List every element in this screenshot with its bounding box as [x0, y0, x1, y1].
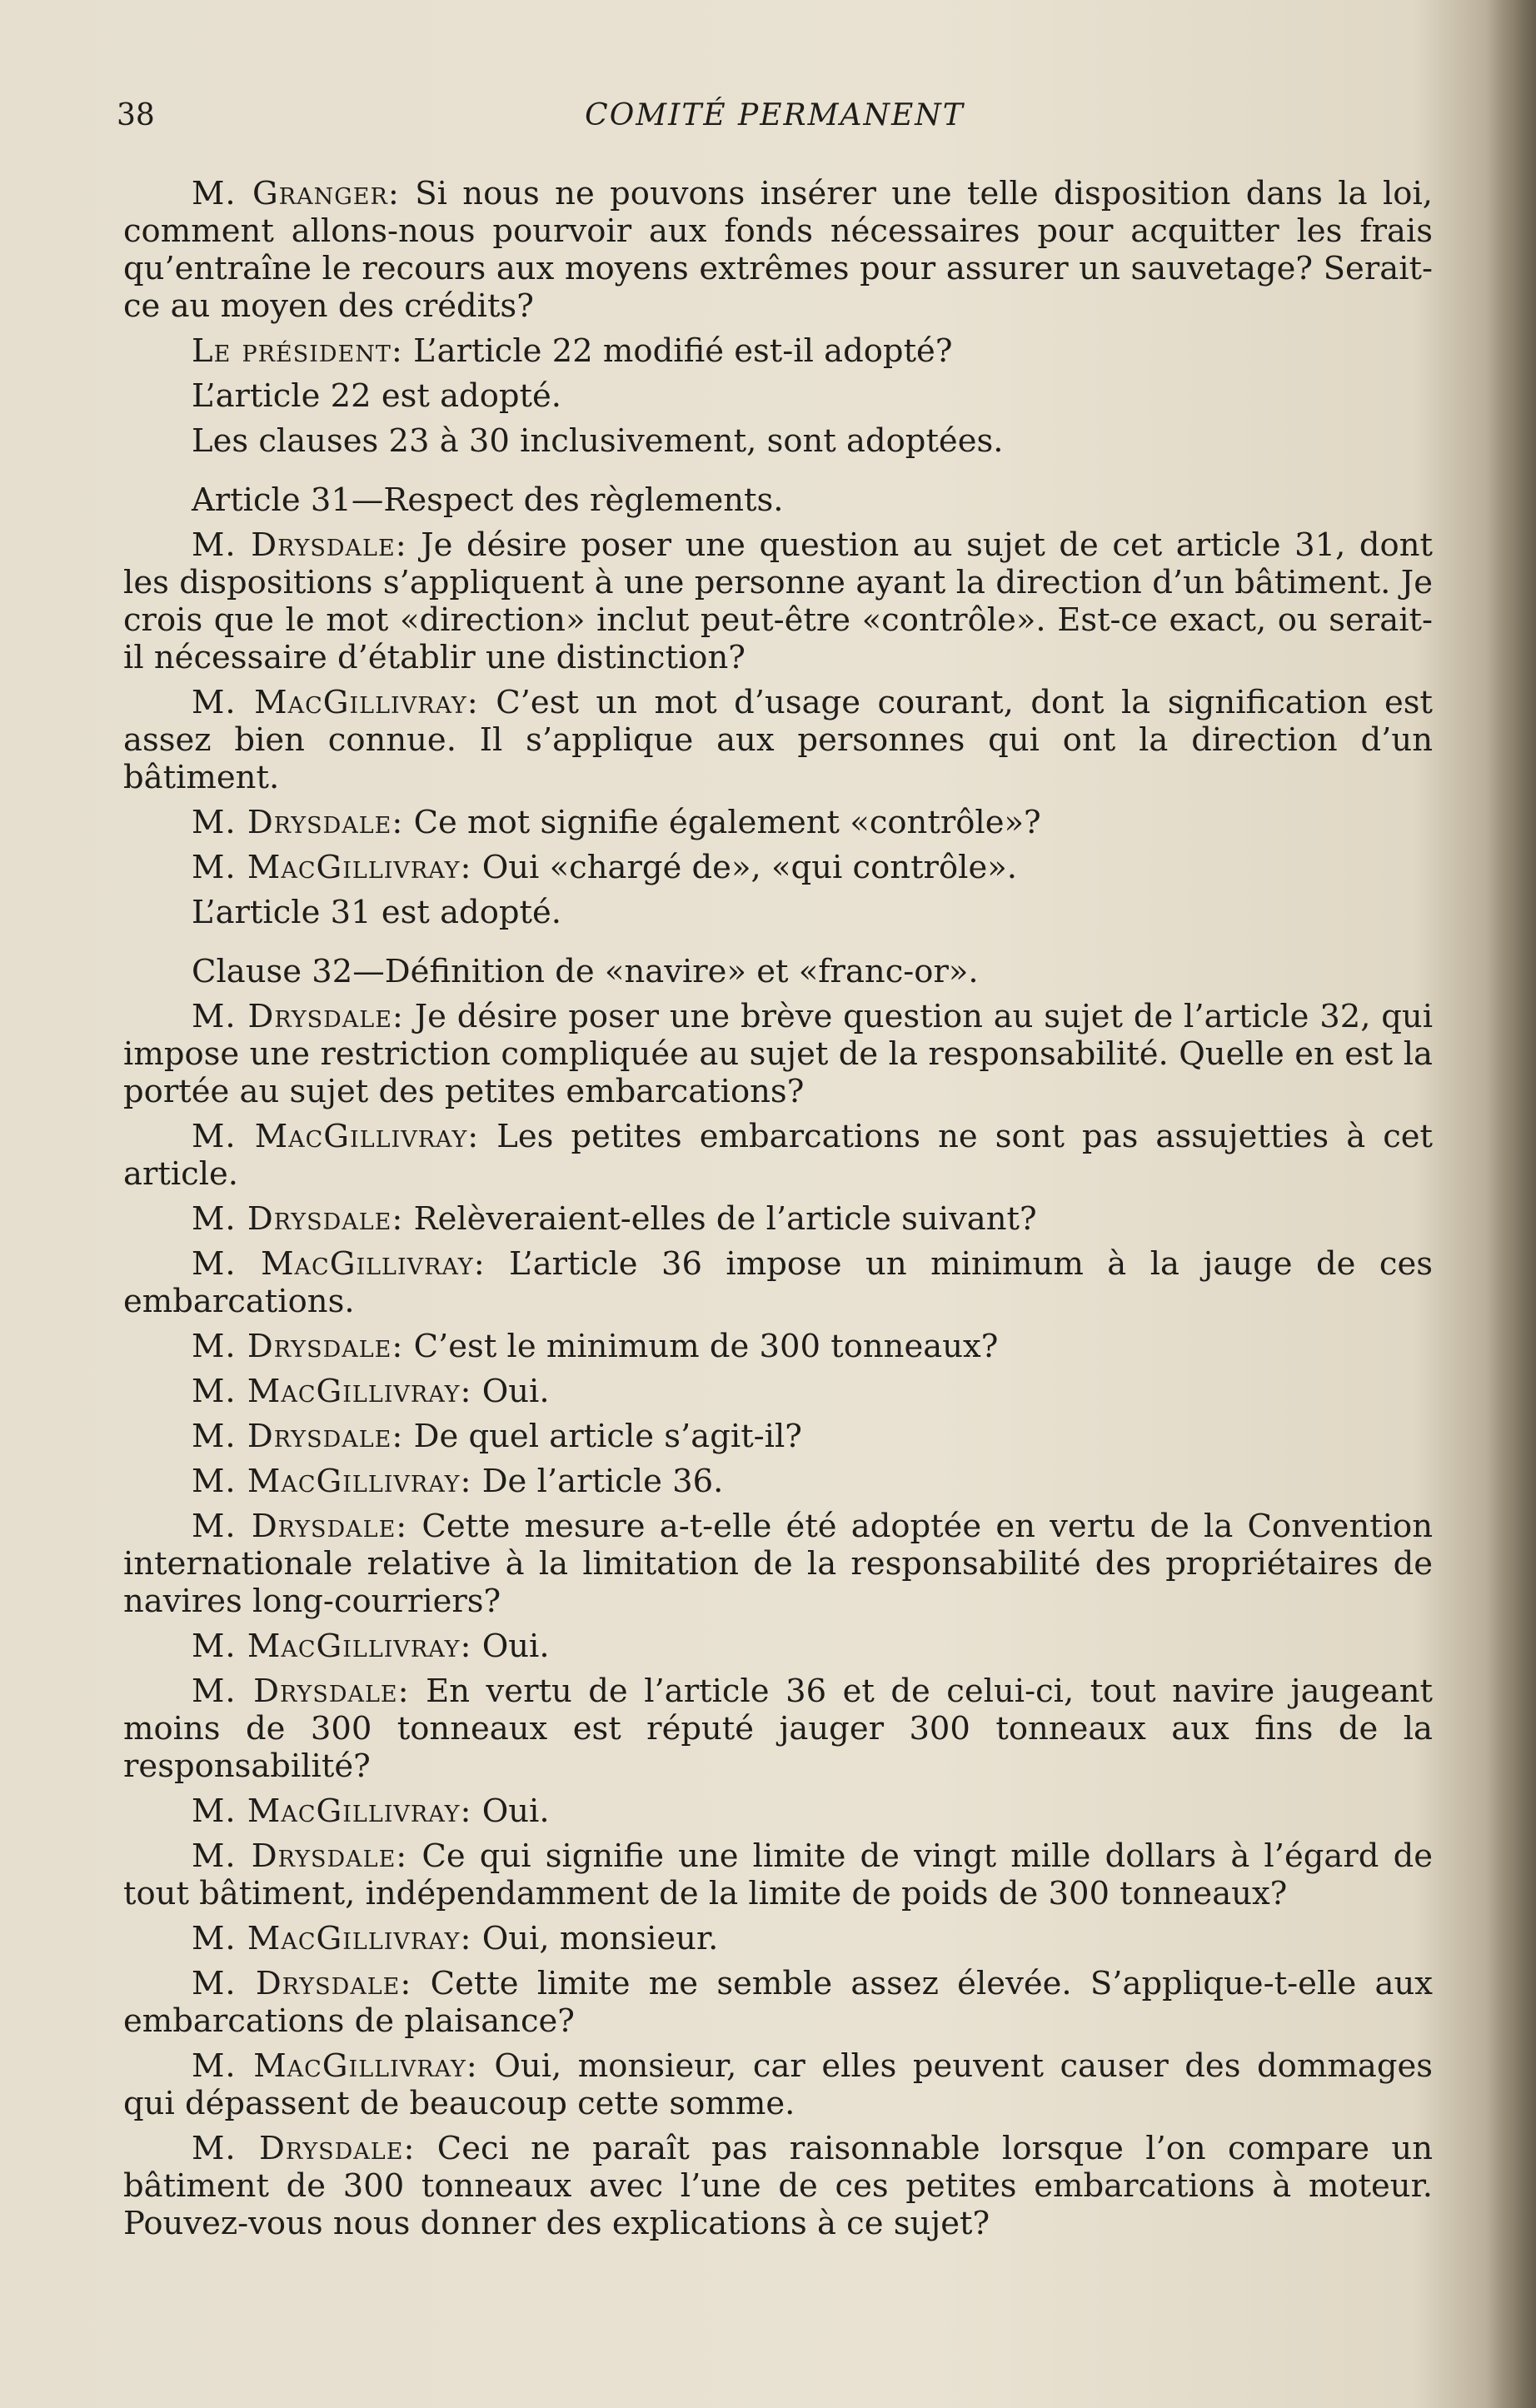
paragraph-text: Oui «chargé de», «qui contrôle». — [471, 849, 1018, 886]
paragraph — [123, 1673, 1433, 1785]
paragraph — [123, 2047, 1433, 2122]
paragraph-text: L’article 22 modifié est-il adopté? — [402, 332, 953, 370]
paragraph-text: Oui. — [471, 1792, 550, 1830]
speaker-name: M. MacGillivray: — [192, 849, 472, 886]
speaker-name: M. MacGillivray: — [192, 1118, 480, 1155]
paragraph — [123, 1920, 1433, 1957]
running-title: COMITÉ PERMANENT — [585, 98, 965, 132]
paragraph — [123, 998, 1433, 1110]
paragraph-text: L’article 31 est adopté. — [192, 894, 562, 931]
speaker-name: M. Drysdale: — [192, 998, 404, 1035]
paragraph — [123, 422, 1433, 460]
speaker-name: M. MacGillivray: — [192, 1920, 472, 1957]
paragraph-text: Les petites embarcations ne sont pas assujetties à cet article. — [123, 1118, 1434, 1193]
paragraph — [123, 1508, 1433, 1620]
paragraph — [123, 377, 1433, 415]
paragraph — [123, 1965, 1433, 2040]
paragraph — [123, 1118, 1433, 1193]
speaker-name: M. MacGillivray: — [192, 2047, 478, 2085]
speaker-name: M. Drysdale: — [192, 1508, 408, 1545]
speaker-name: M. Drysdale: — [192, 804, 404, 841]
paragraph-text: Oui. — [471, 1628, 550, 1665]
paragraph — [123, 1837, 1433, 1912]
paragraph-text: Si nous ne pouvons insérer une telle disposition dans la loi, comment allons-nous pourvoir aux fonds nécessaires pour acquitter les frais qu’entraîne le recours aux moyens extrêmes pour assurer un sauvetage? Serait-ce au moyen des crédits? — [123, 175, 1433, 325]
paragraph-text: Ce mot signifie également «contrôle»? — [403, 804, 1041, 841]
paragraph-text: Cette mesure a-t-elle été adoptée en vertu de la Convention internationale relative à la limitation de la responsabilité des propriétaires de navires long-courriers? — [123, 1508, 1433, 1620]
section-heading — [123, 953, 1433, 990]
speaker-name: M. MacGillivray: — [192, 684, 479, 721]
book-gutter-shadow — [1486, 0, 1536, 2408]
paragraph — [123, 804, 1433, 841]
speaker-name: M. MacGillivray: — [192, 1792, 472, 1830]
speaker-name: M. MacGillivray: — [192, 1245, 486, 1283]
speaker-name: M. Drysdale: — [192, 1673, 410, 1710]
paragraph-text: Ce qui signifie une limite de vingt mille dollars à l’égard de tout bâtiment, indépendamment de la limite de poids de 300 tonneaux? — [123, 1837, 1434, 1912]
paragraph-text: Je désire poser une question au sujet de cet article 31, dont les dispositions s’appliquent à une personne ayant la direction d’un bâtiment. Je crois que le mot «direction» inclut peut-être «contrôle». Est-ce exact, ou serait-il nécessaire d’établir une distinction? — [123, 526, 1434, 676]
paragraph-text: L’article 22 est adopté. — [192, 377, 562, 415]
paragraph — [123, 1792, 1433, 1830]
page-number: 38 — [117, 98, 155, 132]
speaker-name: M. Drysdale: — [192, 2130, 416, 2167]
paragraph — [123, 894, 1433, 931]
paragraph — [123, 1628, 1433, 1665]
paragraph-text: Cette limite me semble assez élevée. S’applique-t-elle aux embarcations de plaisance? — [123, 1965, 1433, 2040]
paragraph — [123, 2130, 1433, 2242]
page-header — [117, 98, 1433, 140]
speaker-name: M. Drysdale: — [192, 1837, 408, 1875]
speaker-name: Le président: — [192, 332, 403, 370]
speaker-name: M. MacGillivray: — [192, 1373, 472, 1410]
paragraph — [123, 526, 1433, 676]
paragraph — [123, 684, 1433, 796]
speaker-name: M. MacGillivray: — [192, 1463, 472, 1500]
paragraph-text: C’est le minimum de 300 tonneaux? — [403, 1328, 999, 1365]
speaker-name: M. Drysdale: — [192, 1418, 404, 1455]
speaker-name: M. Drysdale: — [192, 1965, 412, 2002]
paragraph-text: Oui, monsieur. — [471, 1920, 719, 1957]
paragraph-text: Relèveraient-elles de l’article suivant? — [403, 1200, 1037, 1238]
paragraph-text: De l’article 36. — [471, 1463, 724, 1500]
paragraph — [123, 1463, 1433, 1500]
paragraph — [123, 849, 1433, 886]
paragraph — [123, 175, 1433, 325]
paragraph — [123, 332, 1433, 370]
paragraph-text: Oui, monsieur, car elles peuvent causer des dommages qui dépassent de beaucoup cette somme. — [123, 2047, 1434, 2122]
paragraph-text: Les clauses 23 à 30 inclusivement, sont adoptées. — [192, 422, 1004, 460]
paragraph — [123, 1373, 1433, 1410]
paragraph-text: De quel article s’agit-il? — [403, 1418, 802, 1455]
speaker-name: M. Drysdale: — [192, 1328, 404, 1365]
speaker-name: M. Drysdale: — [192, 526, 407, 564]
transcript-body — [123, 175, 1433, 2250]
paragraph-text: Je désire poser une brève question au sujet de l’article 32, qui impose une restriction compliquée au sujet de la responsabilité. Quelle en est la portée au sujet des petites embarcations? — [123, 998, 1434, 1110]
paragraph-text: Clause 32—Définition de «navire» et «franc-or». — [192, 953, 979, 990]
paragraph-text: En vertu de l’article 36 et de celui-ci, tout navire jaugeant moins de 300 tonneaux est réputé jauger 300 tonneaux aux fins de la responsabilité? — [123, 1673, 1434, 1785]
speaker-name: M. MacGillivray: — [192, 1628, 472, 1665]
paragraph — [123, 1245, 1433, 1320]
paragraph — [123, 1418, 1433, 1455]
paragraph — [123, 1328, 1433, 1365]
paragraph-text: Ceci ne paraît pas raisonnable lorsque l’on compare un bâtiment de 300 tonneaux avec l’une de ces petites embarcations à moteur. Pouvez-vous nous donner des explications à ce sujet? — [123, 2130, 1433, 2242]
speaker-name: M. Drysdale: — [192, 1200, 404, 1238]
paragraph-text: Article 31—Respect des règlements. — [192, 481, 784, 519]
paragraph-text: L’article 36 impose un minimum à la jauge de ces embarcations. — [123, 1245, 1433, 1320]
paragraph-text: Oui. — [471, 1373, 550, 1410]
paragraph — [123, 1200, 1433, 1238]
speaker-name: M. Granger: — [192, 175, 400, 212]
section-heading — [123, 481, 1433, 519]
paragraph-text: C’est un mot d’usage courant, dont la signification est assez bien connue. Il s’applique aux personnes qui ont la direction d’un bâtiment. — [123, 684, 1433, 796]
